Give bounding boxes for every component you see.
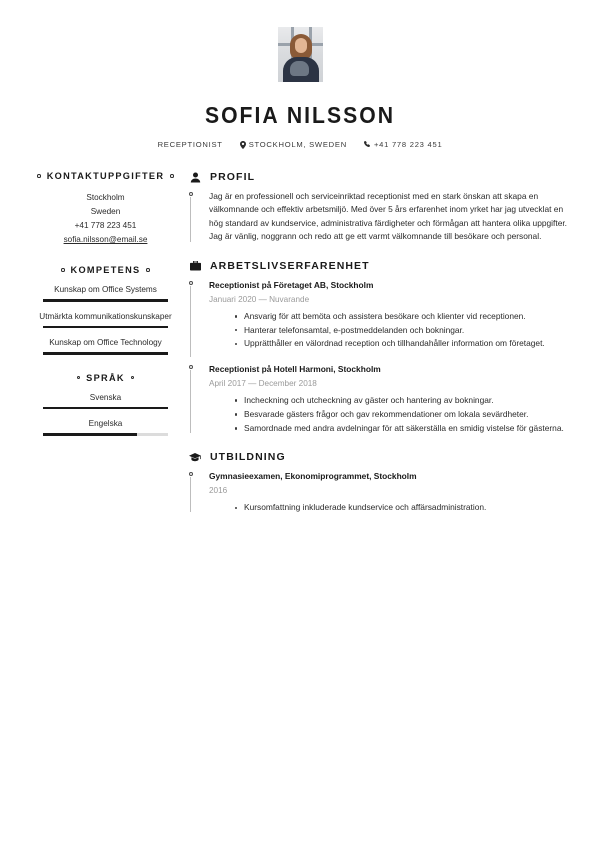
page-title: SOFIA NILSSON xyxy=(204,102,396,128)
entry-date: Januari 2020 — Nuvarande xyxy=(209,294,310,304)
header-job-title xyxy=(158,140,223,149)
entry-point: Incheckning och utcheckning av gäster och hantering av bokningar. xyxy=(235,394,570,407)
skill-item xyxy=(30,311,181,329)
skill-label: Utmärkta kommunikationskunskaper xyxy=(39,311,172,321)
resume-header xyxy=(0,0,600,149)
timeline-marker-icon xyxy=(189,192,193,196)
briefcase-icon xyxy=(189,261,201,271)
language-bar xyxy=(43,433,168,436)
skill-bar xyxy=(43,299,168,302)
entry-points xyxy=(209,310,570,351)
section-header-experience xyxy=(189,260,570,272)
skill-item xyxy=(30,284,181,302)
sidebar-section-contact xyxy=(30,171,181,247)
sidebar-heading-skills xyxy=(30,265,181,275)
timeline-marker-icon xyxy=(189,365,193,369)
profile-entry xyxy=(209,190,570,244)
timeline-marker-icon xyxy=(189,281,193,285)
skill-bar xyxy=(43,326,168,329)
timeline-rail xyxy=(190,370,191,433)
skill-item xyxy=(30,337,181,355)
user-icon xyxy=(189,172,201,183)
section-education xyxy=(209,451,570,514)
map-pin-icon xyxy=(240,141,246,149)
sidebar-heading-skills-label: KOMPETENS xyxy=(70,265,141,275)
skill-bar-fill xyxy=(43,326,168,329)
language-label: Svenska xyxy=(89,392,122,402)
sidebar-heading-languages xyxy=(30,373,181,383)
skill-label: Kunskap om Office Systems xyxy=(54,285,157,294)
header-phone xyxy=(364,140,442,149)
entry-point: Besvarade gästers frågor och gav rekommendationer om lokala sevärdheter. xyxy=(235,408,570,421)
education-timeline xyxy=(209,470,570,514)
timeline-marker-icon xyxy=(189,472,193,476)
ring-bullet-icon xyxy=(146,268,150,272)
resume-body xyxy=(0,171,600,530)
language-item xyxy=(30,418,181,436)
ring-bullet-icon xyxy=(170,174,174,178)
entry-title: Receptionist på Företaget AB, Stockholm xyxy=(209,279,374,290)
phone-icon xyxy=(364,141,371,148)
section-title-education: UTBILDNING xyxy=(210,451,286,464)
section-header-profile xyxy=(189,171,570,183)
entry-date: 2016 xyxy=(209,486,228,496)
sidebar-section-skills xyxy=(30,265,181,355)
entry-point: Ansvarig för att bemöta och assistera besökare och klienter vid receptionen. xyxy=(235,310,570,323)
header-location-label: STOCKHOLM, SWEDEN xyxy=(248,140,347,149)
header-contact-line xyxy=(0,140,600,149)
skill-bar xyxy=(43,352,168,355)
profile-text: Jag är en professionell och serviceinriktad receptionist med en stark önskan att skapa en välkomnande och effektiv arbetsmiljö. Med över 5 års erfarenhet inom yrket har jag utvecklat en hög standard av kundservice, administrativa färdigheter och förmågan att hantera olika uppgifter. Jag är vänlig, noggrann och redo att ge ett varmt välkomnande till besökare och personal. xyxy=(209,191,568,242)
timeline-entry xyxy=(209,363,570,435)
graduation-cap-icon xyxy=(189,453,201,462)
language-bar xyxy=(43,407,168,410)
ring-bullet-icon xyxy=(37,174,41,178)
skill-bar-fill xyxy=(43,299,168,302)
sidebar-heading-contact-label: KONTAKTUPPGIFTER xyxy=(46,171,165,181)
ring-bullet-icon xyxy=(77,376,81,380)
languages-list xyxy=(30,392,181,436)
section-experience xyxy=(209,260,570,435)
contact-email-link[interactable]: sofia.nilsson@email.se xyxy=(63,235,148,244)
entry-point: Samordnade med andra avdelningar för att säkerställa en smidig vistelse för gästerna. xyxy=(235,422,570,435)
header-job-title-label: RECEPTIONIST xyxy=(157,140,223,149)
header-phone-label: +41 778 223 451 xyxy=(373,140,443,149)
timeline-entry xyxy=(209,279,570,351)
sidebar-heading-contact xyxy=(30,171,181,181)
contact-city: Stockholm xyxy=(86,193,125,202)
entry-points xyxy=(209,394,570,435)
language-item xyxy=(30,392,181,410)
skills-list xyxy=(30,284,181,355)
ring-bullet-icon xyxy=(61,268,65,272)
entry-date: April 2017 — December 2018 xyxy=(209,378,317,388)
language-label: Engelska xyxy=(88,419,123,428)
contact-phone: +41 778 223 451 xyxy=(74,221,137,230)
profile-timeline xyxy=(209,190,570,244)
sidebar xyxy=(30,171,185,530)
skill-bar-fill xyxy=(43,352,168,355)
ring-bullet-icon xyxy=(131,376,135,380)
experience-timeline xyxy=(209,279,570,435)
sidebar-section-languages xyxy=(30,373,181,436)
contact-country: Sweden xyxy=(90,207,121,216)
section-header-education xyxy=(189,451,570,463)
entry-point: Kursomfattning inkluderade kundservice och affärsadministration. xyxy=(235,501,570,514)
header-location xyxy=(240,140,347,149)
section-profile xyxy=(209,171,570,244)
section-title-profile: PROFIL xyxy=(210,171,256,183)
entry-title: Gymnasieexamen, Ekonomiprogrammet, Stockholm xyxy=(209,471,417,482)
contact-details xyxy=(30,191,181,247)
language-bar-fill xyxy=(43,433,137,436)
timeline-rail xyxy=(190,477,191,512)
sidebar-heading-languages-label: SPRÅK xyxy=(86,372,125,383)
entry-title: Receptionist på Hotell Harmoni, Stockholm xyxy=(209,363,381,374)
entry-point: Hanterar telefonsamtal, e-postmeddelanden och bokningar. xyxy=(235,324,570,337)
language-bar-fill xyxy=(43,407,168,410)
entry-points xyxy=(209,501,570,514)
timeline-rail xyxy=(190,286,191,357)
main-content xyxy=(185,171,570,530)
timeline-entry xyxy=(209,470,570,514)
skill-label: Kunskap om Office Technology xyxy=(49,338,162,347)
timeline-rail xyxy=(190,197,191,242)
entry-point: Upprätthåller en välordnad reception och tillhandahåller information om företaget. xyxy=(235,337,570,350)
section-title-experience: ARBETSLIVSERFARENHET xyxy=(210,259,370,272)
profile-photo xyxy=(278,27,323,82)
